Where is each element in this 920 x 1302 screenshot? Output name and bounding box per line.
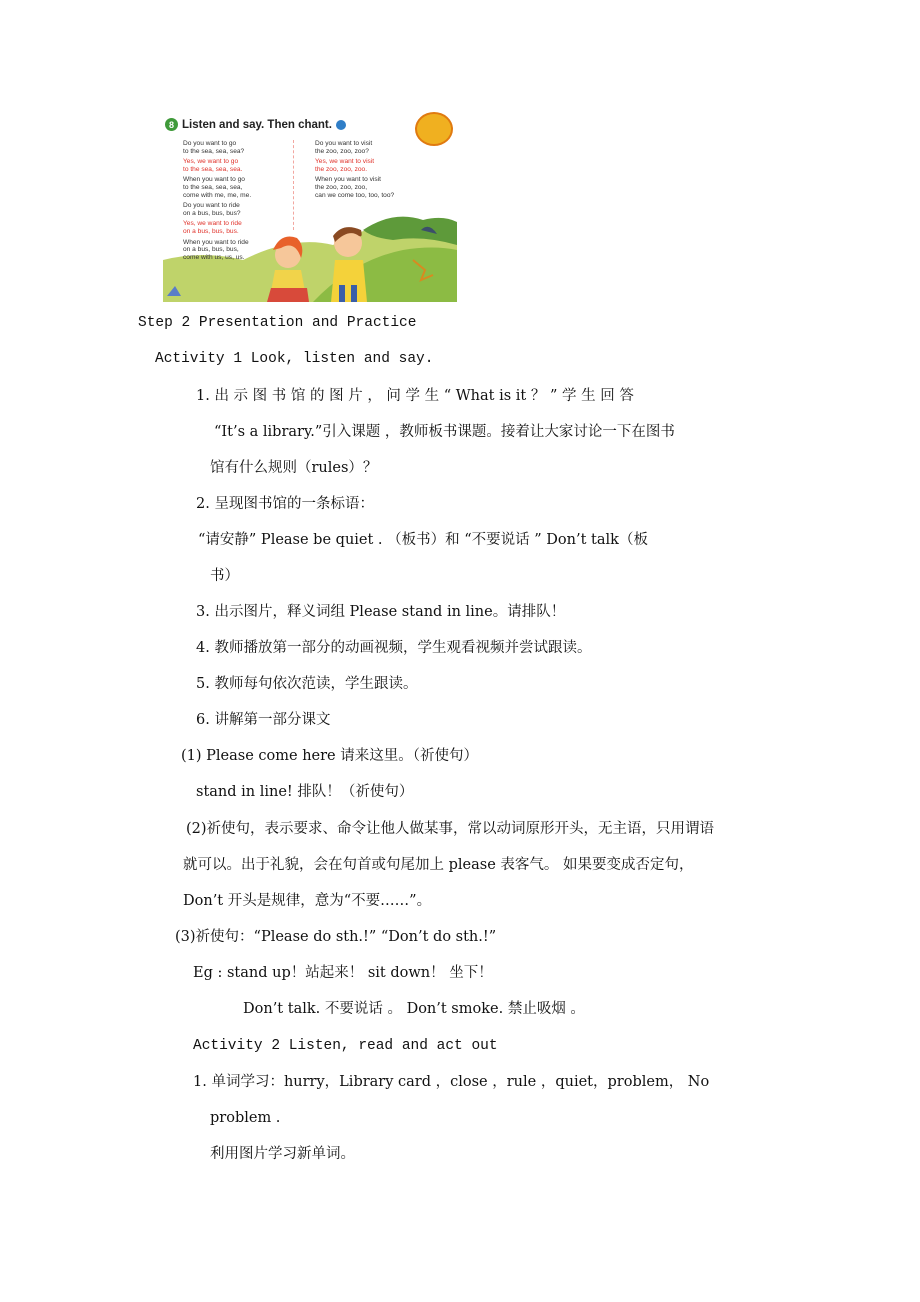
paragraph-line: 馆有什么规则（rules）？ — [210, 460, 378, 476]
listen-icon — [336, 120, 346, 130]
activity-number: 8 — [165, 118, 178, 131]
paragraph-line: (3)祈使句：“Please do sth.!” “Don’t do sth.!” — [175, 929, 497, 945]
paragraph-line: 书） — [210, 568, 239, 584]
paragraph-line: “请安静” Please be quiet . （板书）和 “不要说话 ” Don’t talk（板 — [198, 532, 648, 548]
chant-left-column — [183, 140, 251, 264]
chant-verse: When you want to visit the zoo, zoo, zoo, can we come too, too, too? — [315, 176, 395, 199]
chant-title: Listen and say. Then chant. — [182, 118, 332, 131]
chant-verse: Do you want to visit the zoo, zoo, zoo? — [315, 140, 373, 155]
chant-verse: Do you want to go to the sea, sea, sea? — [183, 140, 245, 155]
paragraph-line: Don’t 开头是规律，意为“不要……”。 — [183, 893, 432, 909]
paragraph-line: Eg : stand up！站起来！ sit down！ 坐下！ — [193, 965, 493, 981]
paragraph-line: 3. 出示图片，释义词组 Please stand in line。请排队！ — [196, 604, 566, 620]
chant-verse: Yes, we want to go to the sea, sea, sea. — [183, 158, 243, 173]
paragraph-line: stand in line! 排队！（祈使句） — [196, 784, 414, 800]
paragraph-line: 6. 讲解第一部分课文 — [196, 712, 331, 728]
paragraph-line: 就可以。出于礼貌，会在句首或句尾加上 please 表客气。 如果要变成否定句， — [183, 857, 694, 873]
paragraph-line: (2)祈使句，表示要求、命令让他人做某事，常以动词原形开头，无主语，只用谓语 — [186, 821, 715, 837]
paragraph-line: 1. 单词学习：hurry，Library card ，close ，rule ，quiet，problem， No — [193, 1074, 710, 1090]
paragraph-line: 利用图片学习新单词。 — [210, 1146, 355, 1162]
paragraph-line: 5. 教师每句依次范读，学生跟读。 — [196, 676, 418, 692]
chant-right-column — [315, 140, 394, 202]
star-badge-icon — [415, 112, 453, 146]
chant-verse: Yes, we want to ride on a bus, bus, bus. — [183, 220, 242, 235]
paragraph-line: Don’t talk. 不要说话 。 Don’t smoke. 禁止吸烟 。 — [243, 1001, 585, 1017]
step-heading: Step 2 Presentation and Practice — [138, 315, 417, 331]
activity-heading: Activity 2 Listen, read and act out — [193, 1038, 498, 1054]
chant-verse: Do you want to ride on a bus, bus, bus? — [183, 202, 241, 217]
paragraph-line: 2. 呈现图书馆的一条标语： — [196, 496, 374, 512]
paragraph-line: 1. 出 示 图 书 馆 的 图 片 ， 问 学 生 “ What is it ？ ” 学 生 回 答 — [196, 388, 634, 404]
column-divider — [293, 140, 294, 230]
activity-heading: Activity 1 Look, listen and say. — [155, 351, 434, 367]
paragraph-line: problem . — [210, 1110, 281, 1126]
chant-verse: When you want to go to the sea, sea, sea, come with me, me, me. — [183, 176, 252, 199]
paragraph-line: 4. 教师播放第一部分的动画视频，学生观看视频并尝试跟读。 — [196, 640, 592, 656]
paragraph-line: “It’s a library.”引入课题 ，教师板书课题。接着让大家讨论一下在图书 — [214, 424, 675, 440]
textbook-chant-picture — [163, 110, 457, 302]
chant-verse: When you want to ride on a bus, bus, bus, come with us, us, us. — [183, 238, 249, 261]
chant-header — [165, 118, 346, 131]
chant-verse: Yes, we want to visit the zoo, zoo, zoo. — [315, 158, 375, 173]
paragraph-line: (1) Please come here 请来这里。（祈使句） — [181, 748, 478, 764]
